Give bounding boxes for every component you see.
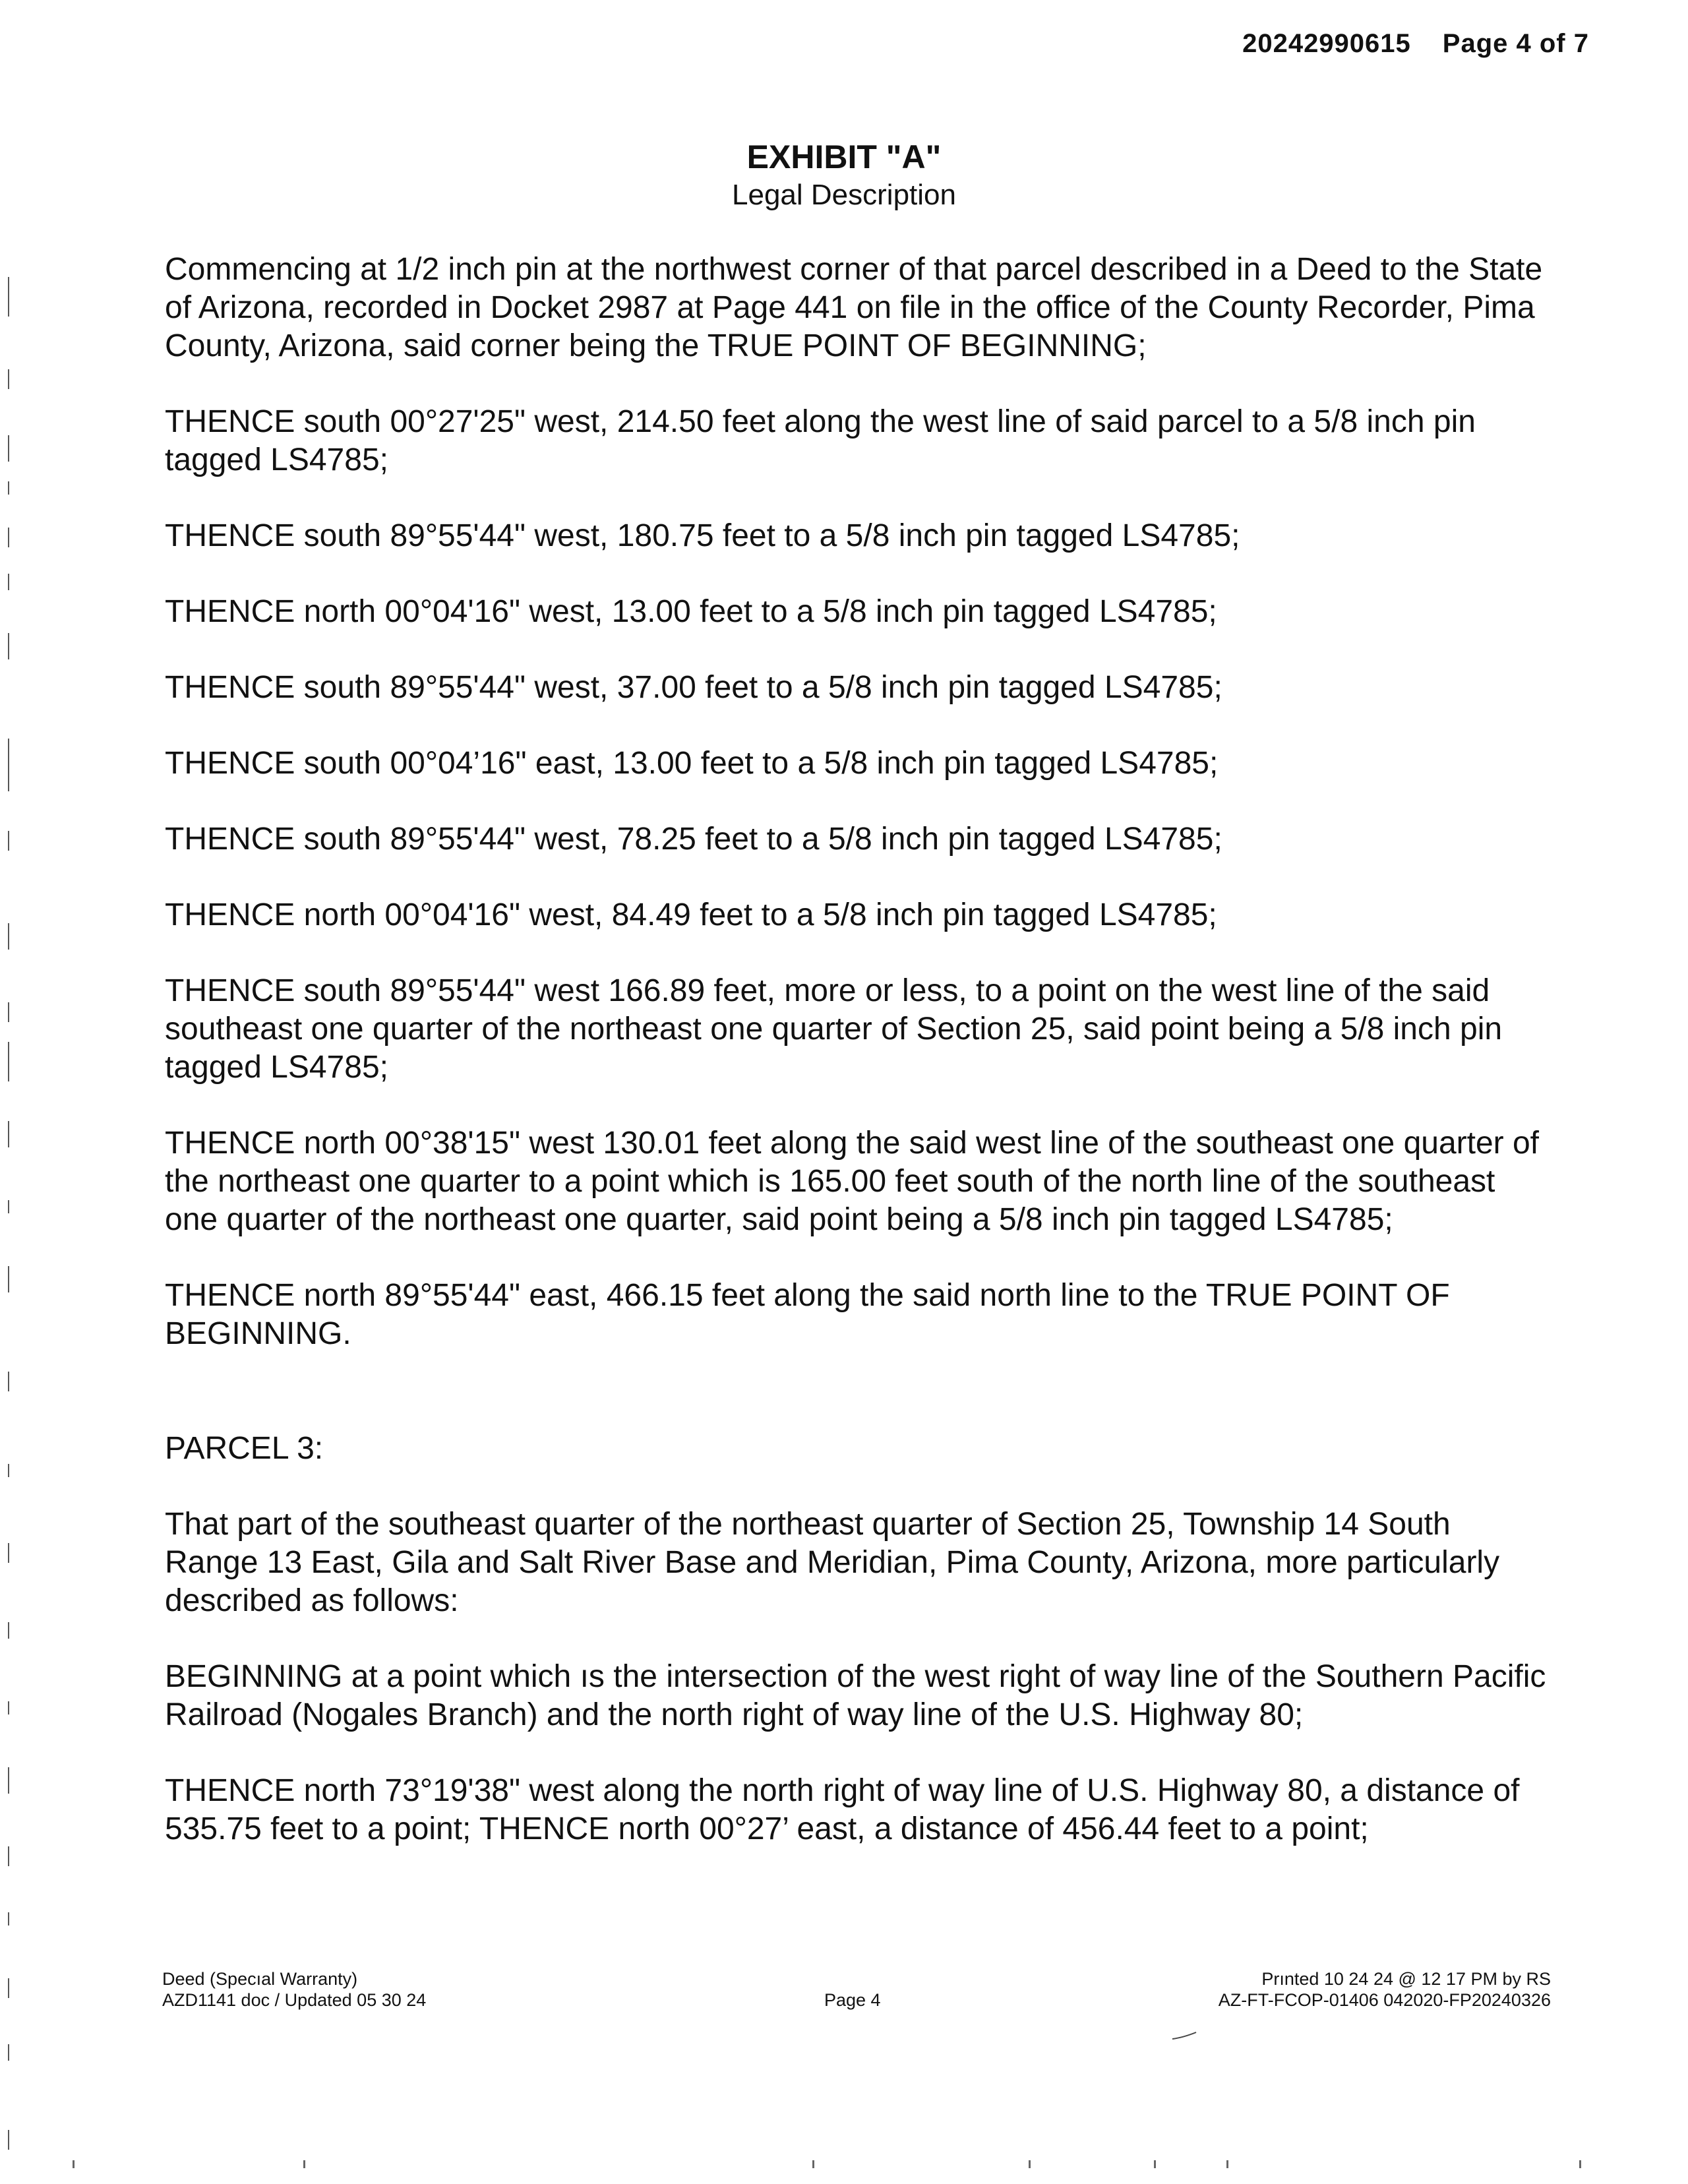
page-header xyxy=(1242,29,1589,59)
parcel-3-description: That part of the southeast quarter of the northeast quarter of Section 25, Township 14 South Range 13 East, Gila and Salt River Base and Meridian, Pima County, Arizona, more particularly described as follows: xyxy=(165,1507,1500,1618)
form-version: AZD1141 doc / Updated 05 30 24 xyxy=(162,1990,427,2010)
commencing-paragraph: Commencing at 1/2 inch pin at the northwest corner of that parcel described in a Deed to the State of Arizona, recorded in Docket 2987 at Page 441 on file in the office of the County Recorder, Pima County, Arizona, said corner being the TRUE POINT OF BEGINNING; xyxy=(165,252,1543,363)
scan-specks xyxy=(0,2160,1688,2173)
page-number-label: Page 4 of 7 xyxy=(1442,29,1589,58)
course-paragraph: THENCE south 89°55'44" west, 78.25 feet to a 5/8 inch pin tagged LS4785; xyxy=(165,822,1222,857)
initial-mark xyxy=(1171,2031,1197,2040)
footer-left xyxy=(162,1968,426,2011)
document-number: 20242990615 xyxy=(1242,29,1411,58)
course-paragraph: THENCE north 00°04'16" west, 84.49 feet to a 5/8 inch pin tagged LS4785; xyxy=(165,897,1217,932)
footer-page-number: Page 4 xyxy=(824,1990,881,2010)
course-paragraph: THENCE south 89°55'44" west, 180.75 feet to a 5/8 inch pin tagged LS4785; xyxy=(165,518,1240,553)
deed-type: Deed (Specıal Warranty) xyxy=(162,1969,358,1989)
parcel-3-beginning: BEGINNING at a point which ıs the intersection of the west right of way line of the Southern Pacific Railroad (Nogales Branch) and the north right of way line of the U.S. Highway 80; xyxy=(165,1659,1546,1732)
scan-margin-marks xyxy=(7,264,11,2176)
exhibit-title: EXHIBIT "A" xyxy=(746,138,942,175)
print-stamp: Prınted 10 24 24 @ 12 17 PM by RS xyxy=(1261,1969,1551,1989)
course-paragraph: THENCE south 89°55'44" west, 37.00 feet to a 5/8 inch pin tagged LS4785; xyxy=(165,670,1222,705)
course-paragraph: THENCE north 00°04'16" west, 13.00 feet to a 5/8 inch pin tagged LS4785; xyxy=(165,594,1217,629)
parcel-3-heading: PARCEL 3: xyxy=(165,1431,324,1466)
exhibit-subtitle: Legal Description xyxy=(732,179,956,211)
legal-description-body xyxy=(165,251,1550,1886)
parcel-3-course: THENCE north 73°19'38" west along the north right of way line of U.S. Highway 80, a distance of 535.75 feet to a point; THENCE north 00°27’ east, a distance of 456.44 feet to a point; xyxy=(165,1773,1520,1846)
exhibit-title-block xyxy=(0,137,1688,214)
course-paragraph: THENCE north 00°38'15" west 130.01 feet along the said west line of the southeast one quarter of the northeast one quarter to a point which is 165.00 feet south of the north line of the southeast one quarter of the northeast one quarter, said point being a 5/8 inch pin tagged LS4785; xyxy=(165,1126,1540,1237)
course-paragraph: THENCE south 00°04’16" east, 13.00 feet to a 5/8 inch pin tagged LS4785; xyxy=(165,746,1219,781)
closing-course-paragraph: THENCE north 89°55'44" east, 466.15 feet along the said north line to the TRUE POINT OF BEGINNING. xyxy=(165,1278,1450,1351)
file-reference: AZ-FT-FCOP-01406 042020-FP20240326 xyxy=(1218,1990,1551,2010)
course-paragraph: THENCE south 00°27'25" west, 214.50 feet along the west line of said parcel to a 5/8 inch pin tagged LS4785; xyxy=(165,404,1476,477)
course-paragraph: THENCE south 89°55'44" west 166.89 feet, more or less, to a point on the west line of the said southeast one quarter of the northeast one quarter of Section 25, said point being a 5/8 inch pin tagged LS4785; xyxy=(165,973,1503,1085)
footer-right xyxy=(1219,1968,1551,2011)
